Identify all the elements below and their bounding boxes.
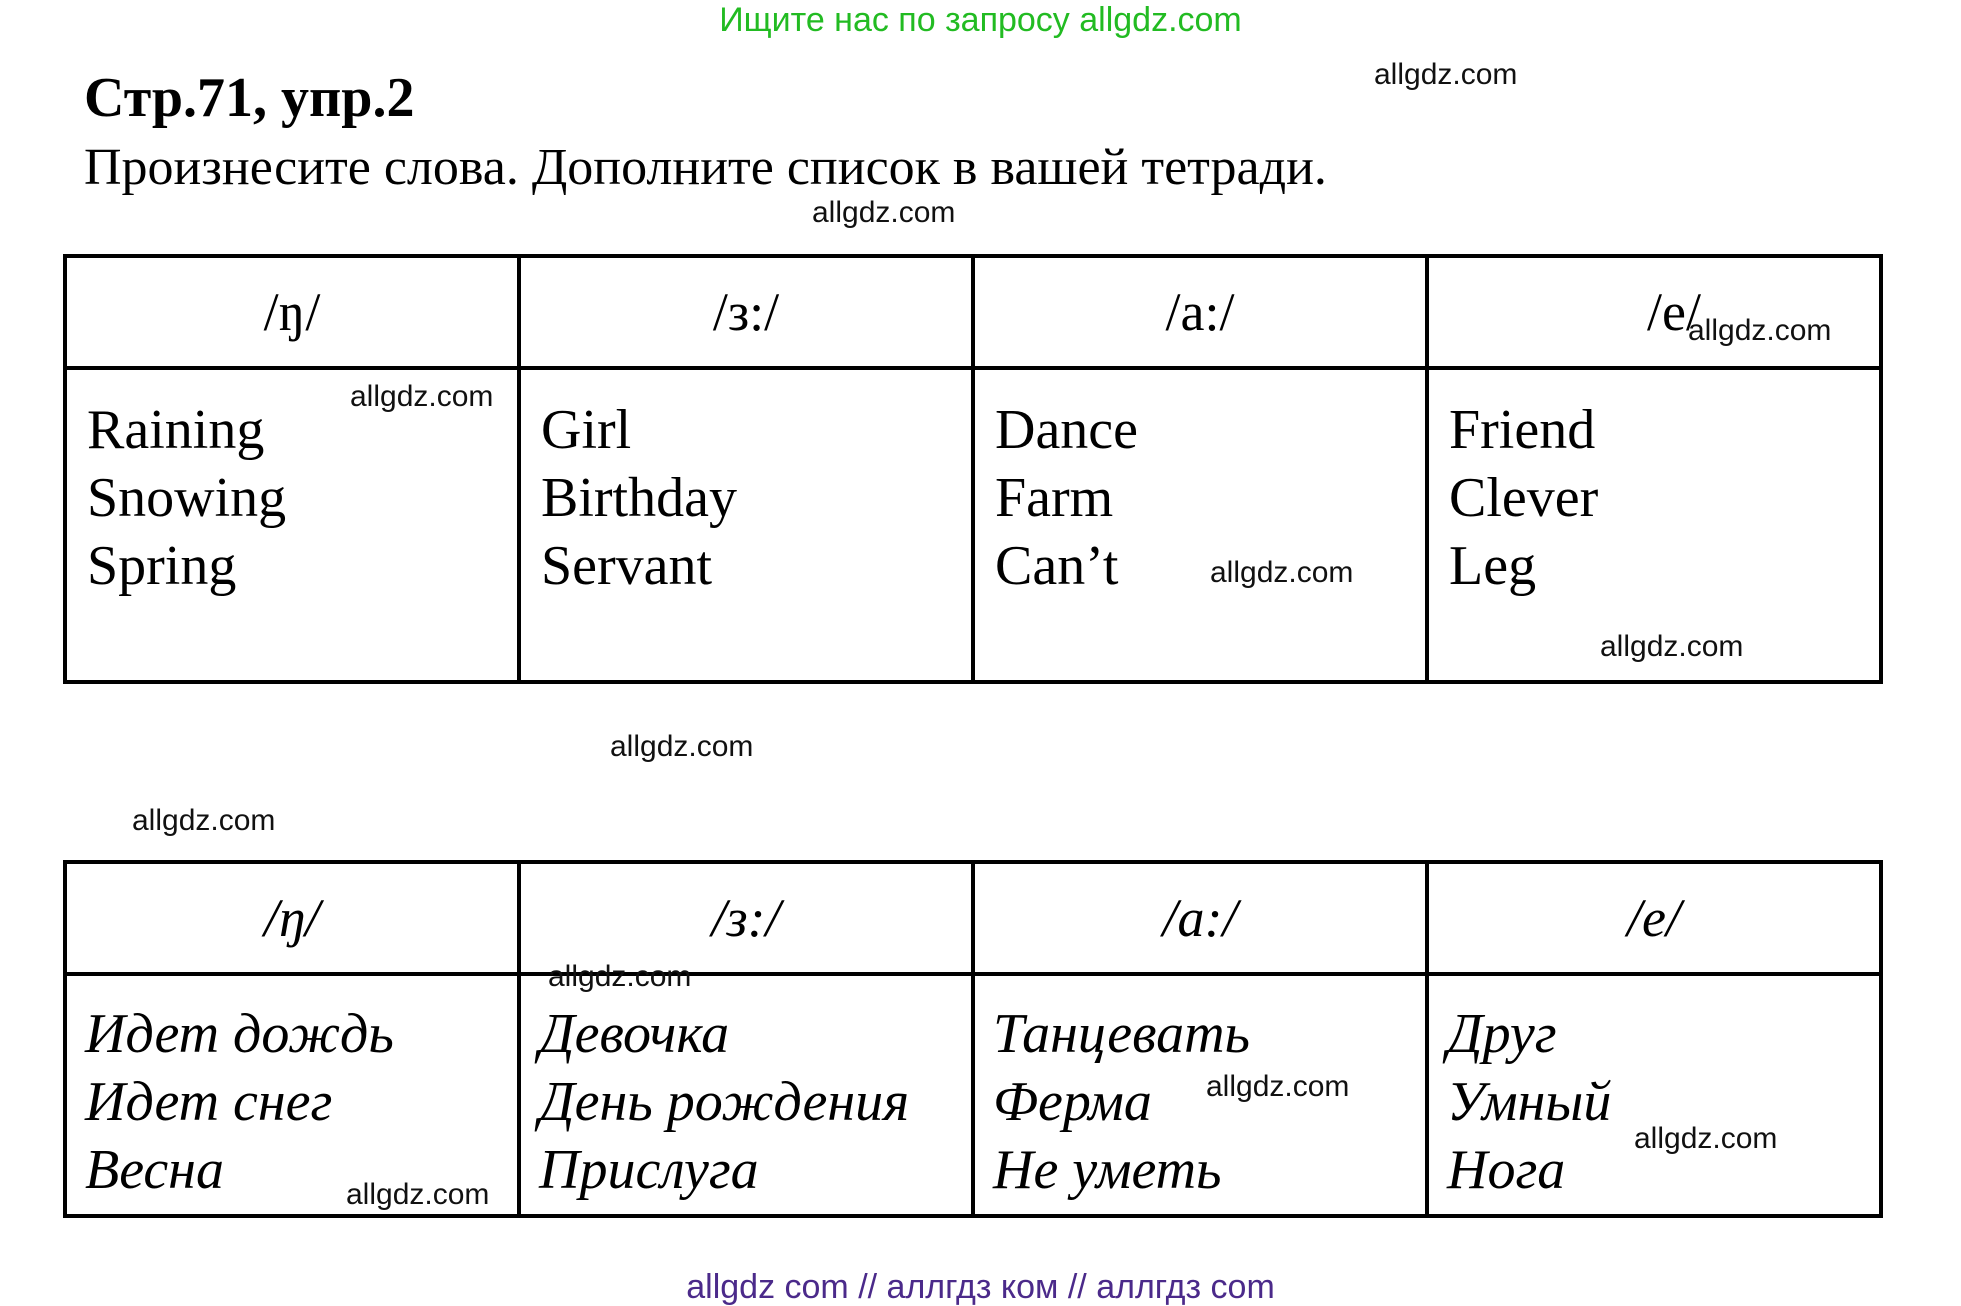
- header-sound-ar: /a:/: [973, 256, 1427, 368]
- watermark: allgdz.com: [1374, 58, 1518, 91]
- header-sound-ng: /ŋ/: [65, 862, 519, 974]
- watermark: allgdz.com: [610, 730, 754, 763]
- translation-cell: [973, 974, 1427, 1216]
- list-item: Leg: [1449, 535, 1537, 597]
- header-sound-e: [1427, 256, 1881, 368]
- watermark: allgdz.com: [1210, 556, 1354, 589]
- list-item: Ферма: [993, 1071, 1152, 1133]
- list-item: Идет снег: [85, 1071, 333, 1133]
- list-item: Farm: [995, 467, 1114, 529]
- list-item: День рождения: [539, 1071, 910, 1133]
- watermark: allgdz.com: [346, 1178, 490, 1211]
- list-item: Birthday: [541, 467, 737, 529]
- word-cell: [65, 368, 519, 682]
- translation-cell: [1427, 974, 1881, 1216]
- watermark: allgdz.com: [132, 804, 276, 837]
- list-item: Друг: [1447, 1003, 1557, 1065]
- table-header-row: [65, 862, 1881, 974]
- task-instruction: Произнесите слова. Дополните список в вашей тетради.: [84, 139, 1327, 196]
- list-item: Весна: [85, 1139, 224, 1201]
- list-item: Dance: [995, 399, 1139, 461]
- watermark: allgdz.com: [1600, 630, 1744, 663]
- watermark: allgdz.com: [1206, 1070, 1350, 1103]
- search-banner: Ищите нас по запросу allgdz.com: [719, 1, 1242, 39]
- list-item: Friend: [1449, 399, 1596, 461]
- watermark: allgdz.com: [350, 380, 494, 413]
- watermark: allgdz.com: [548, 960, 692, 993]
- translation-cell: [519, 974, 973, 1216]
- list-item: Can’t: [995, 535, 1119, 597]
- russian-translations-table: [63, 860, 1883, 1218]
- list-item: Spring: [87, 535, 237, 597]
- list-item: Идет дождь: [85, 1003, 394, 1065]
- watermark: allgdz.com: [1688, 314, 1832, 347]
- list-item: Девочка: [539, 1003, 730, 1065]
- list-item: Girl: [541, 399, 632, 461]
- footer-links: allgdz com // аллгдз ком // аллгдз com: [686, 1268, 1275, 1306]
- list-item: Raining: [87, 399, 265, 461]
- page-title: Стр.71, упр.2: [84, 67, 415, 129]
- word-cell: [519, 368, 973, 682]
- header-sound-e: /e/: [1427, 862, 1881, 974]
- list-item: Танцевать: [993, 1003, 1251, 1065]
- list-item: Не уметь: [993, 1139, 1222, 1201]
- watermark: allgdz.com: [1634, 1122, 1778, 1155]
- table-row: [65, 974, 1881, 1216]
- header-sound-e-text: /e/: [1647, 282, 1701, 342]
- watermark: allgdz.com: [812, 196, 956, 229]
- table-header-row: [65, 256, 1881, 368]
- header-sound-ar: /a:/: [973, 862, 1427, 974]
- english-words-table: [63, 254, 1883, 684]
- word-cell: [973, 368, 1427, 682]
- list-item: Snowing: [87, 467, 287, 529]
- list-item: Clever: [1449, 467, 1599, 529]
- header-sound-er: /з:/: [519, 862, 973, 974]
- header-sound-er: /з:/: [519, 256, 973, 368]
- list-item: Прислуга: [539, 1139, 759, 1201]
- list-item: Нога: [1447, 1139, 1566, 1201]
- list-item: Servant: [541, 535, 713, 597]
- list-item: Умный: [1447, 1071, 1612, 1133]
- header-sound-ng: /ŋ/: [65, 256, 519, 368]
